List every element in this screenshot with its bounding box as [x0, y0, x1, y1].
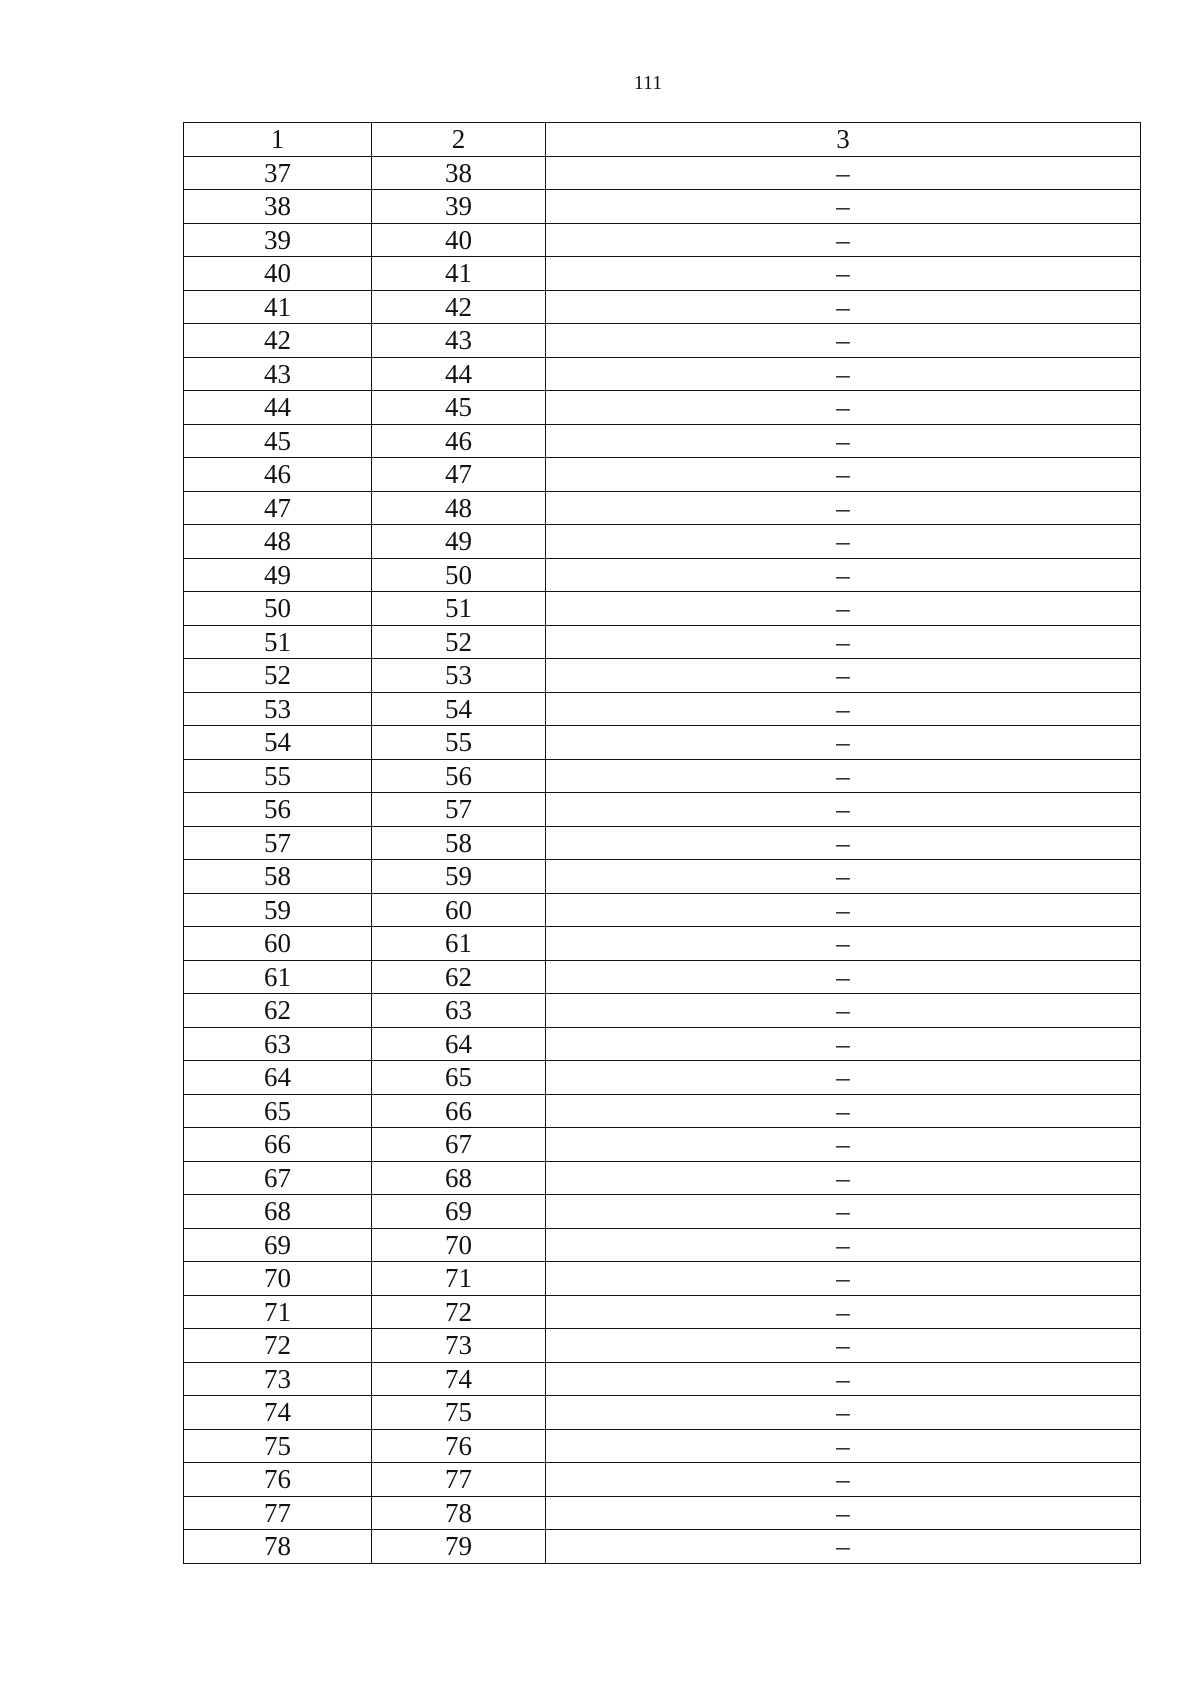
table-cell: –: [546, 223, 1141, 257]
table-cell: 40: [372, 223, 546, 257]
page-number: 111: [633, 72, 663, 94]
table-cell: –: [546, 558, 1141, 592]
table-cell: 54: [372, 692, 546, 726]
table-row: [184, 1295, 1141, 1329]
table-cell: 62: [184, 994, 372, 1028]
table-row: [184, 1061, 1141, 1095]
table-cell: 39: [372, 190, 546, 224]
table-cell: 38: [184, 190, 372, 224]
table-row: [184, 960, 1141, 994]
table-cell: –: [546, 1329, 1141, 1363]
table-row: [184, 1027, 1141, 1061]
table-cell: 44: [184, 391, 372, 425]
table-cell: 43: [372, 324, 546, 358]
header-cell: 2: [372, 123, 546, 157]
table-cell: –: [546, 290, 1141, 324]
table-cell: 79: [372, 1530, 546, 1564]
table-cell: –: [546, 1128, 1141, 1162]
table-cell: 46: [372, 424, 546, 458]
table-row: [184, 1530, 1141, 1564]
table-row: [184, 1128, 1141, 1162]
table-cell: –: [546, 257, 1141, 291]
table-cell: 53: [184, 692, 372, 726]
table-cell: 42: [184, 324, 372, 358]
table-cell: 56: [184, 793, 372, 827]
table-cell: 66: [184, 1128, 372, 1162]
table-cell: –: [546, 1195, 1141, 1229]
header-cell: 1: [184, 123, 372, 157]
table-cell: 68: [184, 1195, 372, 1229]
table-row: [184, 491, 1141, 525]
table-cell: 52: [184, 659, 372, 693]
table-cell: –: [546, 1262, 1141, 1296]
table-row: [184, 525, 1141, 559]
table-row: [184, 994, 1141, 1028]
table-cell: 52: [372, 625, 546, 659]
table-row: [184, 1195, 1141, 1229]
table-row: [184, 324, 1141, 358]
table-row: [184, 692, 1141, 726]
table-cell: 70: [372, 1228, 546, 1262]
table-cell: –: [546, 793, 1141, 827]
table-cell: –: [546, 1094, 1141, 1128]
table-row: [184, 458, 1141, 492]
table-cell: –: [546, 1362, 1141, 1396]
table-cell: –: [546, 726, 1141, 760]
table-cell: 59: [184, 893, 372, 927]
table-cell: 72: [184, 1329, 372, 1363]
table-cell: 64: [372, 1027, 546, 1061]
table-cell: 37: [184, 156, 372, 190]
table-cell: 39: [184, 223, 372, 257]
table-cell: 44: [372, 357, 546, 391]
table-cell: 47: [184, 491, 372, 525]
table-header-row: [184, 123, 1141, 157]
table-row: [184, 1429, 1141, 1463]
table-row: [184, 726, 1141, 760]
table-cell: –: [546, 458, 1141, 492]
table-cell: –: [546, 156, 1141, 190]
table-cell: 69: [184, 1228, 372, 1262]
table-row: [184, 558, 1141, 592]
table-cell: 78: [184, 1530, 372, 1564]
table-row: [184, 290, 1141, 324]
table-cell: 66: [372, 1094, 546, 1128]
table-cell: 49: [184, 558, 372, 592]
table-cell: –: [546, 1061, 1141, 1095]
table-cell: 77: [372, 1463, 546, 1497]
table-cell: 55: [372, 726, 546, 760]
table-cell: 60: [372, 893, 546, 927]
table-cell: 49: [372, 525, 546, 559]
table-cell: –: [546, 960, 1141, 994]
table-cell: 58: [372, 826, 546, 860]
table-cell: 58: [184, 860, 372, 894]
table-row: [184, 1396, 1141, 1430]
table-row: [184, 659, 1141, 693]
table-cell: 55: [184, 759, 372, 793]
table-cell: 78: [372, 1496, 546, 1530]
table-cell: 51: [372, 592, 546, 626]
table-cell: –: [546, 1027, 1141, 1061]
table-cell: 75: [184, 1429, 372, 1463]
table-cell: –: [546, 1228, 1141, 1262]
table-cell: –: [546, 1295, 1141, 1329]
table-cell: 57: [372, 793, 546, 827]
table-row: [184, 759, 1141, 793]
data-table: [183, 122, 1141, 1564]
table-cell: 41: [184, 290, 372, 324]
table-row: [184, 156, 1141, 190]
table-cell: –: [546, 1429, 1141, 1463]
table-cell: –: [546, 1463, 1141, 1497]
table-cell: 74: [372, 1362, 546, 1396]
table-cell: 76: [372, 1429, 546, 1463]
table-cell: 65: [184, 1094, 372, 1128]
table-cell: 61: [372, 927, 546, 961]
table-row: [184, 391, 1141, 425]
table-cell: 73: [372, 1329, 546, 1363]
table-cell: 73: [184, 1362, 372, 1396]
table-row: [184, 893, 1141, 927]
table-cell: 50: [372, 558, 546, 592]
table-cell: –: [546, 391, 1141, 425]
table-cell: –: [546, 491, 1141, 525]
table-cell: 64: [184, 1061, 372, 1095]
table-row: [184, 257, 1141, 291]
table-row: [184, 592, 1141, 626]
table-cell: 68: [372, 1161, 546, 1195]
table-cell: –: [546, 994, 1141, 1028]
table-cell: 41: [372, 257, 546, 291]
table-cell: 50: [184, 592, 372, 626]
table-cell: –: [546, 893, 1141, 927]
table-cell: 61: [184, 960, 372, 994]
table-cell: 51: [184, 625, 372, 659]
table-cell: 69: [372, 1195, 546, 1229]
table-cell: –: [546, 357, 1141, 391]
table-row: [184, 826, 1141, 860]
table-cell: 57: [184, 826, 372, 860]
table-cell: 56: [372, 759, 546, 793]
table-cell: 74: [184, 1396, 372, 1430]
header-cell: 3: [546, 123, 1141, 157]
table-cell: 70: [184, 1262, 372, 1296]
table-row: [184, 1329, 1141, 1363]
table-cell: 76: [184, 1463, 372, 1497]
table-cell: –: [546, 860, 1141, 894]
table-row: [184, 927, 1141, 961]
table-cell: –: [546, 324, 1141, 358]
table-cell: 71: [184, 1295, 372, 1329]
table-row: [184, 424, 1141, 458]
table-cell: –: [546, 1530, 1141, 1564]
table-row: [184, 357, 1141, 391]
table-cell: 46: [184, 458, 372, 492]
table-cell: 45: [372, 391, 546, 425]
table-cell: –: [546, 525, 1141, 559]
table-cell: 75: [372, 1396, 546, 1430]
table-cell: –: [546, 625, 1141, 659]
table-cell: 71: [372, 1262, 546, 1296]
table-row: [184, 1228, 1141, 1262]
table-row: [184, 1463, 1141, 1497]
table-cell: 43: [184, 357, 372, 391]
table-cell: 47: [372, 458, 546, 492]
table-cell: 60: [184, 927, 372, 961]
table-cell: 67: [184, 1161, 372, 1195]
table-cell: –: [546, 759, 1141, 793]
table-cell: –: [546, 659, 1141, 693]
table-cell: 42: [372, 290, 546, 324]
table-cell: 72: [372, 1295, 546, 1329]
table-row: [184, 190, 1141, 224]
table-cell: –: [546, 190, 1141, 224]
table-cell: 54: [184, 726, 372, 760]
table-cell: –: [546, 592, 1141, 626]
table-cell: –: [546, 1496, 1141, 1530]
table-row: [184, 860, 1141, 894]
table-cell: –: [546, 927, 1141, 961]
table-cell: –: [546, 826, 1141, 860]
table-row: [184, 1362, 1141, 1396]
table-row: [184, 223, 1141, 257]
table-cell: –: [546, 424, 1141, 458]
table-cell: 62: [372, 960, 546, 994]
table-row: [184, 1161, 1141, 1195]
table-cell: 77: [184, 1496, 372, 1530]
table-cell: 63: [372, 994, 546, 1028]
table-cell: 45: [184, 424, 372, 458]
table-cell: 40: [184, 257, 372, 291]
table-cell: 48: [184, 525, 372, 559]
table-cell: –: [546, 1396, 1141, 1430]
table-cell: –: [546, 1161, 1141, 1195]
table-cell: –: [546, 692, 1141, 726]
table-row: [184, 1094, 1141, 1128]
table-cell: 48: [372, 491, 546, 525]
table-row: [184, 1496, 1141, 1530]
table-cell: 38: [372, 156, 546, 190]
table-cell: 67: [372, 1128, 546, 1162]
table-row: [184, 625, 1141, 659]
table-cell: 53: [372, 659, 546, 693]
table-row: [184, 793, 1141, 827]
table-cell: 63: [184, 1027, 372, 1061]
table-row: [184, 1262, 1141, 1296]
table-cell: 65: [372, 1061, 546, 1095]
table-cell: 59: [372, 860, 546, 894]
